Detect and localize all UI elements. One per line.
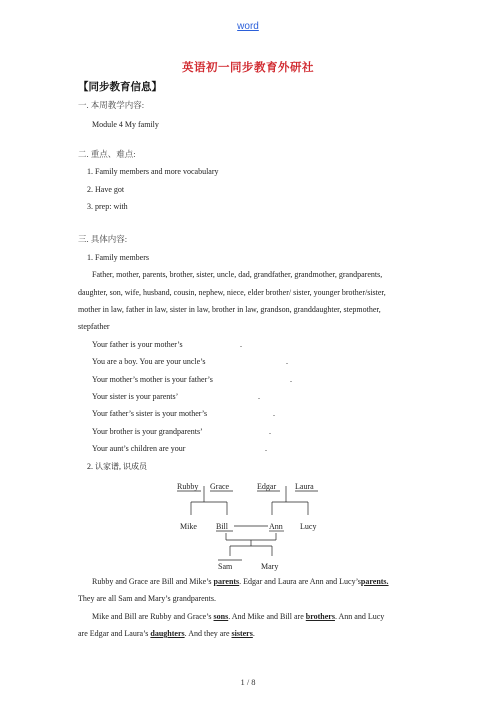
paragraph-line: are Edgar and Laura’s daughters. And they are sisters. xyxy=(78,629,255,638)
vocab-line: daughter, son, wife, husband, cousin, nephew, niece, elder brother/ sister, younger brother/sister, xyxy=(78,288,386,297)
answer-word: sisters xyxy=(231,629,253,638)
tree-name-mary: Mary xyxy=(261,562,279,571)
family-tree-heading: 2. 认家谱, 识成员 xyxy=(87,462,147,471)
sentence-end-dot: . xyxy=(273,409,275,418)
vocab-line: mother in law, father in law, sister in law, brother in law, grandson, granddaughter, stepmother, xyxy=(78,305,381,314)
paragraph-line: They are all Sam and Mary’s grandparents. xyxy=(78,594,216,603)
sentence-end-dot: . xyxy=(258,392,260,401)
sentence-end-dot: . xyxy=(290,375,292,384)
sentence-end-dot: . xyxy=(240,340,242,349)
sentence-end-dot: . xyxy=(269,427,271,436)
section-tag: 【同步教育信息】 xyxy=(78,82,162,93)
fill-sentence: Your mother’s mother is your father’s xyxy=(92,375,213,384)
fill-sentence: Your father is your mother’s xyxy=(92,340,183,349)
fill-sentence: You are a boy. You are your uncle’s xyxy=(92,357,206,366)
fill-sentence: Your sister is your parents’ xyxy=(92,392,179,401)
tree-name-rubby: Rubby xyxy=(177,482,199,491)
family-tree-diagram xyxy=(160,476,340,572)
tree-name-laura: Laura xyxy=(295,482,314,491)
answer-word: parents. xyxy=(360,577,389,586)
section1-content: Module 4 My family xyxy=(92,120,159,129)
fill-sentence: Your aunt’s children are your xyxy=(92,444,186,453)
page-title: 英语初一同步教育外研社 xyxy=(182,62,314,74)
tree-name-ann: Ann xyxy=(269,522,283,531)
vocab-line: Father, mother, parents, brother, sister, uncle, dad, grandfather, grandmother, grandparents, xyxy=(92,270,383,279)
answer-word: daughters xyxy=(150,629,185,638)
section2-item: 3. prep: with xyxy=(87,202,128,211)
section2-item: 2. Have got xyxy=(87,185,125,194)
paragraph-line: Mike and Bill are Rubby and Grace’s sons. And Mike and Bill are brothers. Ann and Lucy xyxy=(92,612,385,621)
tree-name-lucy: Lucy xyxy=(300,522,317,531)
section1-heading: 一. 本周教学内容: xyxy=(78,100,145,110)
fill-sentence: Your father’s sister is your mother’s xyxy=(92,409,208,418)
fill-sentence: Your brother is your grandparents’ xyxy=(92,427,203,436)
vocab-line: stepfather xyxy=(78,322,110,331)
answer-word: brothers xyxy=(305,612,335,621)
page-number: 1 / 8 xyxy=(240,677,256,687)
answer-word: parents xyxy=(213,577,240,586)
sentence-end-dot: . xyxy=(286,357,288,366)
answer-word: sons xyxy=(213,612,229,621)
paragraph-line: Rubby and Grace are Bill and Mike’s parents. Edgar and Laura are Ann and Lucy’sparents. xyxy=(92,577,389,586)
header-link[interactable]: word xyxy=(237,21,259,32)
tree-name-grace: Grace xyxy=(210,482,230,491)
tree-name-sam: Sam xyxy=(218,562,233,571)
family-members-heading: 1. Family members xyxy=(87,253,149,262)
tree-name-bill: Bill xyxy=(216,522,229,531)
tree-name-mike: Mike xyxy=(180,522,197,531)
sentence-end-dot: . xyxy=(265,444,267,453)
tree-name-edgar: Edgar xyxy=(257,482,277,491)
section3-heading: 三. 具体内容: xyxy=(78,234,128,244)
section2-heading: 二. 重点、难点: xyxy=(78,149,136,159)
section2-item: 1. Family members and more vocabulary xyxy=(87,167,219,176)
